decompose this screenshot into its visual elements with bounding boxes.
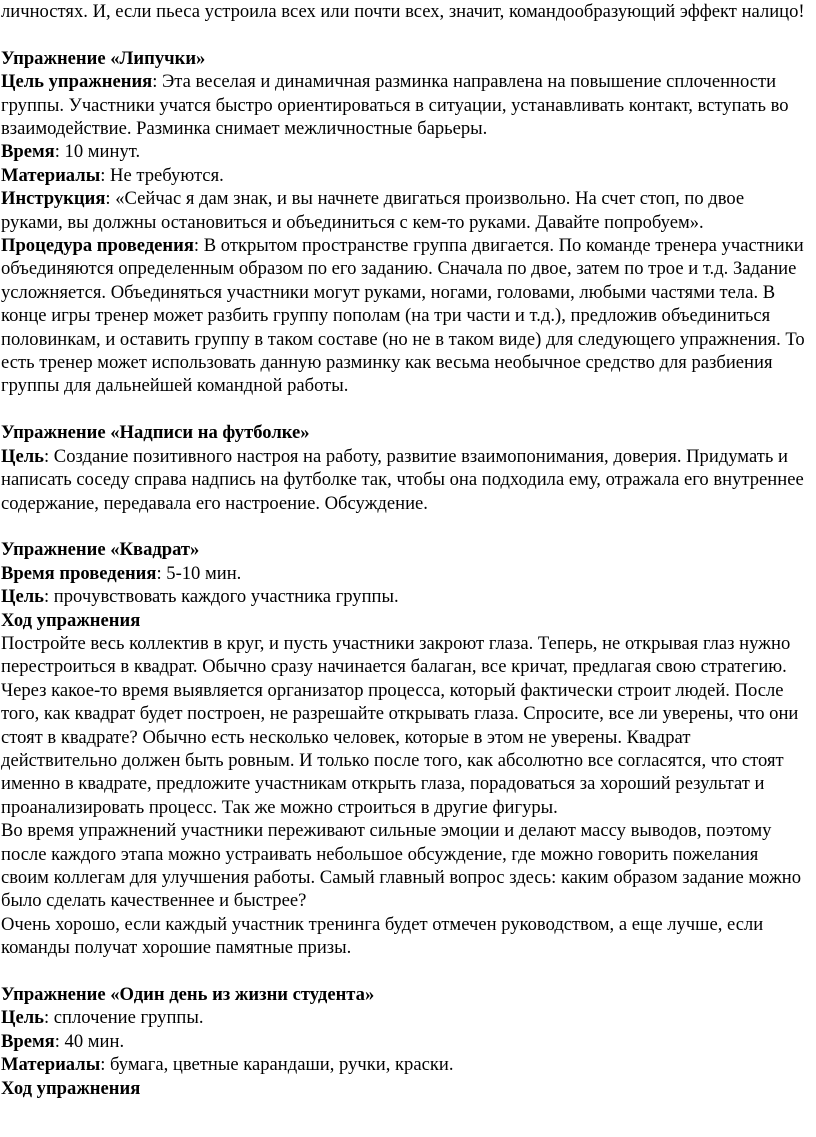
paragraph-gap xyxy=(1,23,809,46)
exercise-course-heading: Ход упражнения xyxy=(1,1077,141,1099)
exercise-materials: Материалы: Не требуются. xyxy=(1,164,224,186)
exercise-instruction: Инструкция: «Сейчас я дам знак, и вы начнете двигаться произвольно. На счет стоп, по двое руками, вы должны остановиться и объединиться с кем-то руками. Давайте попробуем». xyxy=(1,188,745,233)
exercise-title-odin-den: Упражнение «Один день из жизни студента» xyxy=(1,984,375,1005)
exercise-course-paragraph: Очень хорошо, если каждый участник тренинга будет отмечен руководством, а еще лучше, если команды получат хорошие памятные призы. xyxy=(1,913,764,959)
exercise-title-kvadrat: Упражнение «Квадрат» xyxy=(1,539,200,561)
exercise-goal: Цель упражнения: Эта веселая и динамичная разминка направлена на повышение сплоченности группы. Участники учатся быстро ориентироваться в ситуации, устанавливать контакт, вступать во взаимодействие. Разминка снимает межличностные барьеры. xyxy=(1,71,789,140)
exercise-goal: Цель: сплочение группы. xyxy=(1,1007,204,1029)
exercise-time: Время: 40 мин. xyxy=(1,1030,125,1052)
exercise-goal: Цель: Создание позитивного настроя на работу, развитие взаимопонимания, доверия. Придумать и написать соседу справа надпись на футболке так, чтобы она подходила ему, отражала его внутреннее содержание, передавала его настроение. Обсуждение. xyxy=(1,445,804,514)
exercise-materials: Материалы: бумага, цветные карандаши, ручки, краски. xyxy=(1,1054,454,1076)
paragraph-gap xyxy=(1,960,809,983)
exercise-time: Время: 10 минут. xyxy=(1,141,141,163)
exercise-procedure: Процедура проведения: В открытом пространстве группа двигается. По команде тренера участники объединяются определенным образом по его заданию. Сначала по двое, затем по трое и т.д. Задание усложняется. Объединяться участники могут руками, ногами, головами, любыми частями тела. В конце игры тренер может разбить группу пополам (на три части и т.д.), предложив объединиться половинкам, и оставить группу в таком составе (но не в таком виде) для следующего упражнения. То есть тренер может использовать данную разминку как весьма необычное средство для разбиения группы для дальнейшей командной работы. xyxy=(1,235,805,397)
exercise-title-lipuchki: Упражнение «Липучки» xyxy=(1,47,206,69)
paragraph-gap xyxy=(1,398,809,421)
exercise-time: Время проведения: 5-10 мин. xyxy=(1,562,242,584)
exercise-course-paragraph: Постройте весь коллектив в круг, и пусть участники закроют глаза. Теперь, не открывая глаз нужно перестроиться в квадрат. Обычно сразу начинается балаган, все кричат, предлагая свою стратегию. Через какое-то время выявляется организатор процесса, который фактически строит людей. После того, как квадрат будет построен, не разрешайте открывать глаза. Спросите, все ли уверены, что они стоят в квадрате? Обычно есть несколько человек, которые в этом не уверены. Квадрат действительно должен быть ровным. И только после того, как абсолютно все согласятся, что стоят именно в квадрате, предложите участникам открыть глаза, порадоваться за хороший результат и проанализировать процесс. Так же можно строиться в другие фигуры. xyxy=(1,632,799,818)
exercise-goal: Цель: прочувствовать каждого участника группы. xyxy=(1,586,399,608)
exercise-title-nadpisi: Упражнение «Надписи на футболке» xyxy=(1,422,310,444)
exercise-course-heading: Ход упражнения xyxy=(1,609,141,631)
intro-paragraph: личностях. И, если пьеса устроила всех или почти всех, значит, командообразующий эффект налицо! xyxy=(1,1,805,22)
paragraph-gap xyxy=(1,515,809,538)
exercise-course-paragraph: Во время упражнений участники переживают сильные эмоции и делают массу выводов, поэтому после каждого этапа можно устраивать небольшое обсуждение, где можно говорить пожелания своим коллегам для улучшения работы. Самый главный вопрос здесь: каким образом задание можно было сделать качественнее и быстрее? xyxy=(1,820,802,912)
